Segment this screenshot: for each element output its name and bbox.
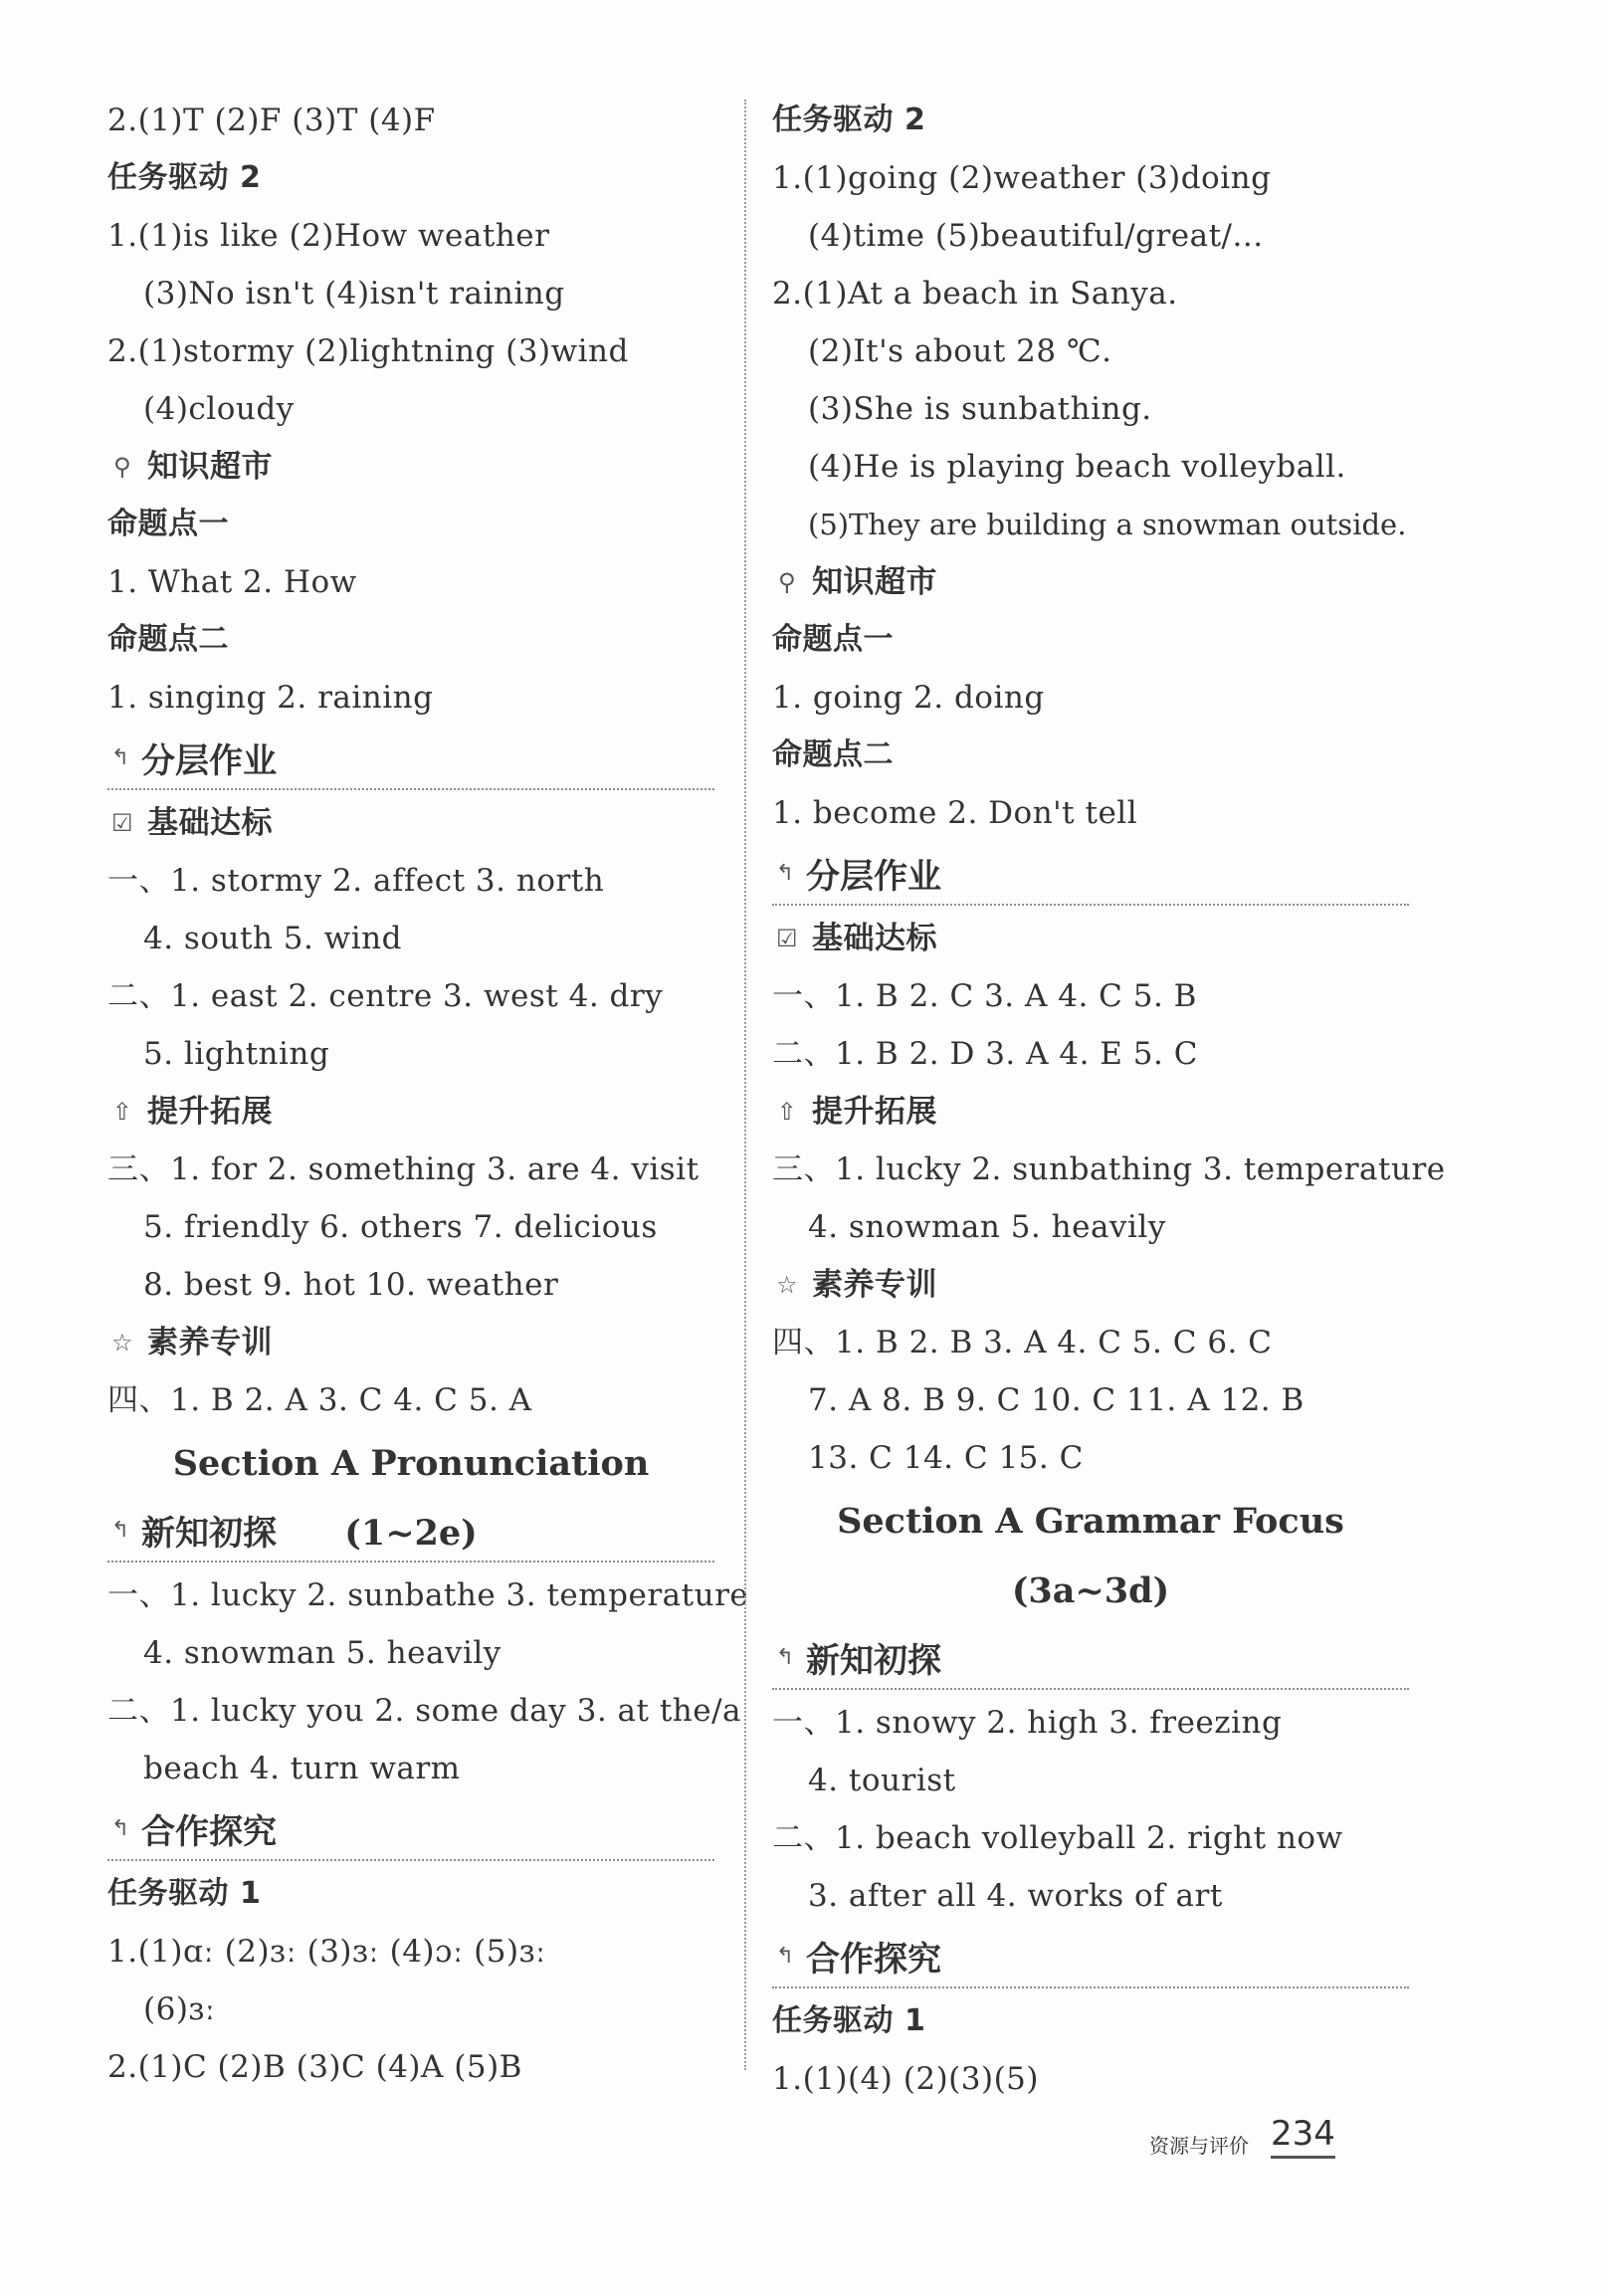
answer-line: (4)He is playing beach volleyball. [808,449,1346,485]
answer-line: 1. singing 2. raining [107,680,434,716]
answer-line: 一、1. stormy 2. affect 3. north [107,863,605,899]
section-subtitle: (3a~3d) [1011,1570,1170,1611]
answer-line: 二、1. lucky you 2. some day 3. at the/a [107,1693,742,1729]
bar-label: 新知初探 [141,1513,277,1554]
answer-line: 7. A 8. B 9. C 10. C 11. A 12. B [808,1382,1305,1418]
left-column [107,92,749,2096]
heading-label: 提升拓展 [812,1094,937,1130]
task-heading: 任务驱动 1 [107,1876,262,1911]
answer-line: 13. C 14. C 15. C [808,1440,1084,1476]
answer-line: beach 4. turn warm [143,1751,461,1786]
page-number: 234 [1271,2114,1335,2159]
bookmark-arrow-icon: ↰ [110,744,130,770]
point-heading: 命题点一 [772,622,894,657]
heading-label: 基础达标 [812,921,937,956]
magnifier-stand-icon: ⚲ [112,453,132,481]
column-divider [744,100,746,2070]
answer-line: (3)No isn't (4)isn't raining [143,276,565,312]
answer-line: 4. snowman 5. heavily [808,1209,1166,1245]
answer-line: (3)She is sunbathing. [808,391,1152,427]
star-icon: ☆ [775,1271,798,1299]
bookmark-arrow-icon: ↰ [775,1943,795,1969]
answer-line: 2.(1)C (2)B (3)C (4)A (5)B [107,2049,522,2085]
bar-label: 合作探究 [141,1811,277,1852]
heading-label: 知识超市 [812,564,937,600]
section-title: Section A Pronunciation (1~2e) [172,1443,650,1554]
literacy-heading [772,1256,1409,1314]
answer-line: 2.(1)At a beach in Sanya. [772,276,1178,312]
basic-level-heading [107,794,714,852]
answer-line: 2.(1)stormy (2)lightning (3)wind [107,333,629,369]
answer-line: 5. lightning [143,1036,330,1072]
point-heading: 命题点二 [772,737,894,772]
magnifier-stand-icon: ⚲ [777,568,797,596]
answer-line: 四、1. B 2. A 3. C 4. C 5. A [107,1382,532,1418]
answer-line: 3. after all 4. works of art [808,1878,1223,1914]
basic-level-heading [772,910,1409,967]
star-icon: ☆ [110,1329,133,1357]
bar-label: 分层作业 [806,856,941,897]
answer-line: (6)ɜː [143,1991,216,2027]
lock-check-icon: ☑ [110,809,133,837]
knowledge-market-heading [772,553,1409,611]
answer-line: 三、1. for 2. something 3. are 4. visit [107,1151,700,1187]
heading-label: 素养专训 [812,1267,937,1303]
answer-line: (4)cloudy [143,391,295,427]
answer-line: 一、1. snowy 2. high 3. freezing [772,1705,1283,1741]
knowledge-market-heading [107,438,714,496]
improve-heading [107,1083,714,1141]
heading-label: 提升拓展 [147,1094,273,1130]
right-column [772,92,1446,2108]
page-footer [1149,2114,1335,2159]
task-heading: 任务驱动 2 [107,160,262,195]
answer-line: 四、1. B 2. B 3. A 4. C 5. C 6. C [772,1325,1273,1360]
bookmark-arrow-icon: ↰ [775,1644,795,1670]
heading-label: 素养专训 [147,1325,273,1360]
up-arrow-icon: ⇧ [776,1098,798,1126]
heading-label: 基础达标 [147,805,273,841]
lock-check-icon: ☑ [775,925,798,952]
up-arrow-icon: ⇧ [111,1098,133,1126]
task-heading: 任务驱动 2 [772,103,926,137]
new-knowledge-bar [772,1626,1409,1690]
bookmark-arrow-icon: ↰ [775,860,795,886]
answer-line: 一、1. lucky 2. sunbathe 3. temperature [107,1577,749,1613]
answer-line: 2.(1)T (2)F (3)T (4)F [107,103,436,138]
answer-line: 二、1. beach volleyball 2. right now [772,1820,1343,1856]
literacy-heading [107,1314,714,1371]
layered-homework-bar [107,727,714,790]
bar-label: 分层作业 [141,740,277,781]
footer-label: 资源与评价 [1149,2134,1249,2158]
answer-line: (4)time (5)beautiful/great/... [808,218,1264,254]
point-heading: 命题点二 [107,622,229,657]
answer-line: 1. going 2. doing [772,680,1045,716]
task-heading: 任务驱动 1 [772,2003,926,2038]
answer-line: 三、1. lucky 2. sunbathing 3. temperature [772,1151,1446,1187]
answer-line: 4. snowman 5. heavily [143,1635,502,1671]
answer-line: 4. tourist [808,1763,956,1798]
point-heading: 命题点一 [107,507,229,541]
answer-line: 1. become 2. Don't tell [772,795,1138,831]
answer-line: 1.(1)is like (2)How weather [107,218,550,254]
bar-label: 新知初探 [806,1640,941,1681]
answer-line: 二、1. east 2. centre 3. west 4. dry [107,978,664,1014]
cooperation-bar [107,1797,714,1861]
answer-line: (2)It's about 28 ℃. [808,333,1112,369]
section-title: Section A Grammar Focus [837,1501,1344,1542]
answer-line: 1.(1)ɑː (2)ɜː (3)ɜː (4)ɔː (5)ɜː [107,1934,546,1970]
answer-line: 1.(1)(4) (2)(3)(5) [772,2061,1039,2097]
answer-line: 5. friendly 6. others 7. delicious [143,1209,658,1245]
answer-line: 1.(1)going (2)weather (3)doing [772,160,1272,196]
layered-homework-bar [772,842,1409,906]
answer-line: 一、1. B 2. C 3. A 4. C 5. B [772,978,1197,1014]
cooperation-bar [772,1925,1409,1988]
answer-line: (5)They are building a snowman outside. [808,508,1407,541]
bookmark-arrow-icon: ↰ [110,1815,130,1841]
answer-line: 1. What 2. How [107,564,357,600]
answer-line: 8. best 9. hot 10. weather [143,1267,559,1303]
improve-heading [772,1083,1409,1141]
answer-line: 二、1. B 2. D 3. A 4. E 5. C [772,1036,1198,1072]
bookmark-arrow-icon: ↰ [110,1517,130,1543]
answer-line: 4. south 5. wind [143,921,402,956]
bar-label: 合作探究 [806,1939,941,1980]
heading-label: 知识超市 [147,449,273,485]
